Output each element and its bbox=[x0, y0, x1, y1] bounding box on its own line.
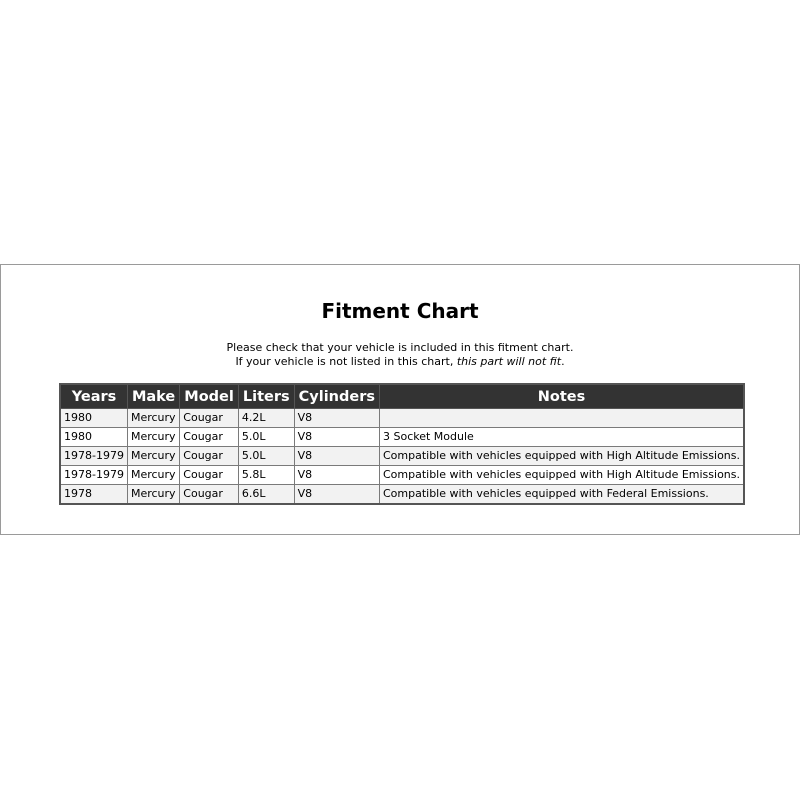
cell-model: Cougar bbox=[180, 428, 239, 447]
cell-cylinders: V8 bbox=[294, 485, 379, 505]
cell-liters: 5.8L bbox=[238, 466, 294, 485]
cell-model: Cougar bbox=[180, 485, 239, 505]
intro-line-2-emphasis: this part will not fit bbox=[456, 355, 562, 368]
cell-make: Mercury bbox=[127, 466, 179, 485]
intro-line-2 bbox=[1, 355, 799, 369]
cell-make: Mercury bbox=[127, 409, 179, 428]
table-row bbox=[60, 485, 744, 505]
intro-line-2-prefix: If your vehicle is not listed in this chart, bbox=[235, 355, 457, 368]
cell-cylinders: V8 bbox=[294, 428, 379, 447]
header-notes: Notes bbox=[379, 384, 744, 409]
cell-model: Cougar bbox=[180, 409, 239, 428]
fitment-table bbox=[59, 383, 745, 505]
cell-liters: 5.0L bbox=[238, 428, 294, 447]
cell-years: 1980 bbox=[60, 409, 127, 428]
cell-years: 1978 bbox=[60, 485, 127, 505]
intro-line-2-suffix: . bbox=[561, 355, 565, 368]
cell-years: 1978-1979 bbox=[60, 466, 127, 485]
table-row bbox=[60, 447, 744, 466]
table-row bbox=[60, 466, 744, 485]
cell-liters: 6.6L bbox=[238, 485, 294, 505]
table-row bbox=[60, 428, 744, 447]
cell-notes: Compatible with vehicles equipped with High Altitude Emissions. bbox=[379, 447, 744, 466]
cell-make: Mercury bbox=[127, 447, 179, 466]
cell-notes bbox=[379, 409, 744, 428]
header-liters: Liters bbox=[238, 384, 294, 409]
header-years: Years bbox=[60, 384, 127, 409]
cell-cylinders: V8 bbox=[294, 409, 379, 428]
table-header-row bbox=[60, 384, 744, 409]
cell-model: Cougar bbox=[180, 447, 239, 466]
cell-notes: Compatible with vehicles equipped with Federal Emissions. bbox=[379, 485, 744, 505]
cell-cylinders: V8 bbox=[294, 466, 379, 485]
header-model: Model bbox=[180, 384, 239, 409]
cell-years: 1978-1979 bbox=[60, 447, 127, 466]
cell-make: Mercury bbox=[127, 428, 179, 447]
cell-make: Mercury bbox=[127, 485, 179, 505]
header-make: Make bbox=[127, 384, 179, 409]
table-row bbox=[60, 409, 744, 428]
cell-cylinders: V8 bbox=[294, 447, 379, 466]
cell-years: 1980 bbox=[60, 428, 127, 447]
cell-liters: 4.2L bbox=[238, 409, 294, 428]
cell-notes: Compatible with vehicles equipped with High Altitude Emissions. bbox=[379, 466, 744, 485]
cell-notes: 3 Socket Module bbox=[379, 428, 744, 447]
intro-line-1: Please check that your vehicle is included in this fitment chart. bbox=[226, 341, 574, 354]
cell-liters: 5.0L bbox=[238, 447, 294, 466]
intro-text bbox=[1, 341, 799, 369]
page-title: Fitment Chart bbox=[321, 299, 479, 323]
header-cylinders: Cylinders bbox=[294, 384, 379, 409]
cell-model: Cougar bbox=[180, 466, 239, 485]
fitment-panel bbox=[0, 264, 800, 535]
